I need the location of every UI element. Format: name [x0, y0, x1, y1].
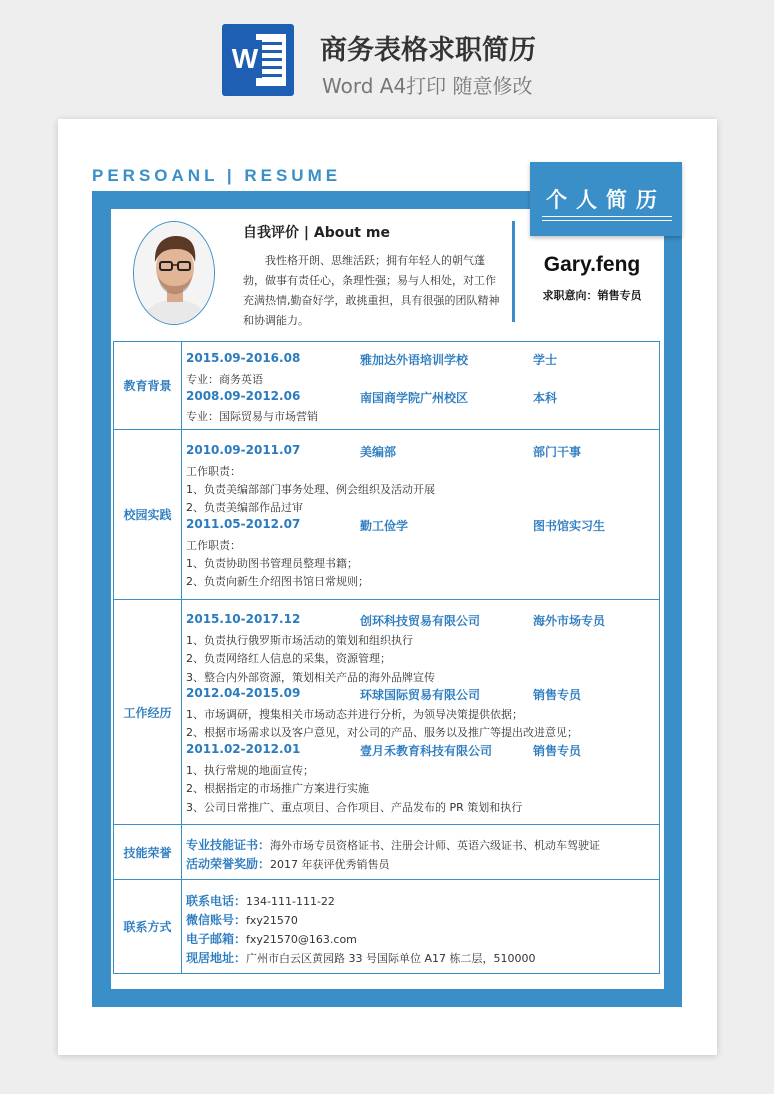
- avatar-portrait-icon: [134, 222, 215, 325]
- entry-role: 学士: [533, 353, 558, 367]
- education-section: [113, 341, 660, 430]
- resume-tag-text: 个人简历: [546, 188, 666, 212]
- word-icon: [222, 24, 294, 96]
- contact-key: 电子邮箱：: [186, 932, 247, 946]
- banner: [0, 0, 774, 110]
- resume-tag: [530, 162, 682, 236]
- entry-line: 工作职责：: [186, 539, 241, 552]
- contact-item: [186, 892, 335, 909]
- entry-line: 1、市场调研，搜集相关市场动态并进行分析，为领导决策提供依据；: [186, 708, 523, 721]
- entry-line: 1、负责美编部部门事务处理、例会组织及活动开展: [186, 483, 435, 496]
- section-label: 校园实践: [114, 430, 182, 599]
- entry-period: 2011.02-2012.01: [186, 742, 301, 756]
- entry-role: 海外市场专员: [533, 614, 606, 628]
- entry-role: 销售专员: [533, 688, 582, 702]
- entry-line: 1、负责执行俄罗斯市场活动的策划和组织执行: [186, 634, 413, 647]
- contact-item: [186, 930, 357, 947]
- header-divider: [512, 221, 515, 322]
- entry-role: 图书馆实习生: [533, 519, 606, 533]
- contact-item: [186, 949, 536, 966]
- skill-value: 2017 年获评优秀销售员: [270, 858, 390, 871]
- entry-line: 1、执行常规的地面宣传；: [186, 764, 314, 777]
- skill-value: 海外市场专员资格证书、注册会计师、英语六级证书、机动车驾驶证: [270, 839, 601, 852]
- entry-period: 2008.09-2012.06: [186, 389, 301, 403]
- section-label: 教育背景: [114, 342, 182, 429]
- entry-line: 2、根据指定的市场推广方案进行实施: [186, 782, 369, 795]
- banner-subtitle: Word A4打印 随意修改: [322, 74, 533, 98]
- entry-line: 2、负责美编部作品过审: [186, 501, 303, 514]
- entry-line: 2、负责网络红人信息的采集，资源管理；: [186, 652, 391, 665]
- contact-item: [186, 911, 298, 928]
- section-label: 工作经历: [114, 600, 182, 824]
- entry-org: 勤工俭学: [360, 519, 409, 533]
- entry-period: 2012.04-2015.09: [186, 686, 301, 700]
- word-letter-icon: W: [228, 40, 262, 78]
- section-label: 技能荣誉: [114, 825, 182, 879]
- contact-value: 134-111-111-22: [246, 895, 335, 908]
- campus-section: [113, 429, 660, 600]
- contact-key: 微信账号：: [186, 913, 247, 927]
- entry-line: 3、整合内外部资源，策划相关产品的海外品牌宣传: [186, 671, 435, 684]
- entry-period: 2015.09-2016.08: [186, 351, 301, 365]
- skill-item: [186, 855, 390, 872]
- entry-role: 销售专员: [533, 744, 582, 758]
- frame-label: PERSOANL | RESUME: [92, 166, 342, 185]
- work-section: [113, 599, 660, 825]
- skill-item: [186, 836, 600, 853]
- entry-org: 雅加达外语培训学校: [360, 353, 469, 367]
- entry-line: 1、负责协助图书管理员整理书籍；: [186, 557, 358, 570]
- entry-period: 2015.10-2017.12: [186, 612, 301, 626]
- entry-role: 部门干事: [533, 445, 582, 459]
- contact-value: 广州市白云区黄园路 33 号国际单位 A17 栋二层，510000: [246, 952, 536, 965]
- tag-divider: [542, 220, 672, 221]
- entry-org: 环球国际贸易有限公司: [360, 688, 481, 702]
- entry-org: 创环科技贸易有限公司: [360, 614, 481, 628]
- tag-divider: [542, 216, 672, 217]
- entry-line: 3、公司日常推广、重点项目、合作项目、产品发布的 PR 策划和执行: [186, 801, 523, 814]
- about-text: 我性格开朗、思维活跃；拥有年轻人的朝气蓬勃，做事有责任心，条理性强；易与人相处，对工作充满热情,勤奋好学，敢挑重担，具有很强的团队精神和协调能力。: [243, 254, 500, 327]
- entry-org: 美编部: [360, 445, 397, 459]
- contact-key: 联系电话：: [186, 894, 247, 908]
- skill-key: 专业技能证书：: [186, 838, 271, 852]
- avatar: [133, 221, 215, 325]
- candidate-name: Gary.feng: [543, 253, 641, 276]
- entry-role: 本科: [533, 391, 558, 405]
- skills-section: [113, 824, 660, 880]
- entry-period: 2010.09-2011.07: [186, 443, 301, 457]
- entry-detail: 专业：国际贸易与市场营销: [186, 410, 318, 423]
- skill-key: 活动荣誉奖励：: [186, 857, 271, 871]
- about-title: 自我评价 | About me: [243, 225, 390, 241]
- entry-org: 南国商学院广州校区: [360, 391, 469, 405]
- entry-line: 2、根据市场需求以及客户意见，对公司的产品、服务以及推广等提出改进意见；: [186, 726, 578, 739]
- contact-key: 现居地址：: [186, 951, 247, 965]
- contact-section: [113, 879, 660, 974]
- contact-value: fxy21570@163.com: [246, 933, 357, 946]
- entry-line: 2、负责向新生介绍图书馆日常规则；: [186, 575, 369, 588]
- section-label: 联系方式: [114, 880, 182, 973]
- entry-org: 壹月禾教育科技有限公司: [360, 744, 493, 758]
- contact-value: fxy21570: [246, 914, 298, 927]
- job-intent: 求职意向：销售专员: [542, 289, 642, 302]
- entry-line: 工作职责：: [186, 465, 241, 478]
- entry-detail: 专业：商务英语: [186, 373, 263, 386]
- banner-title: 商务表格求职简历: [320, 35, 536, 66]
- entry-period: 2011.05-2012.07: [186, 517, 301, 531]
